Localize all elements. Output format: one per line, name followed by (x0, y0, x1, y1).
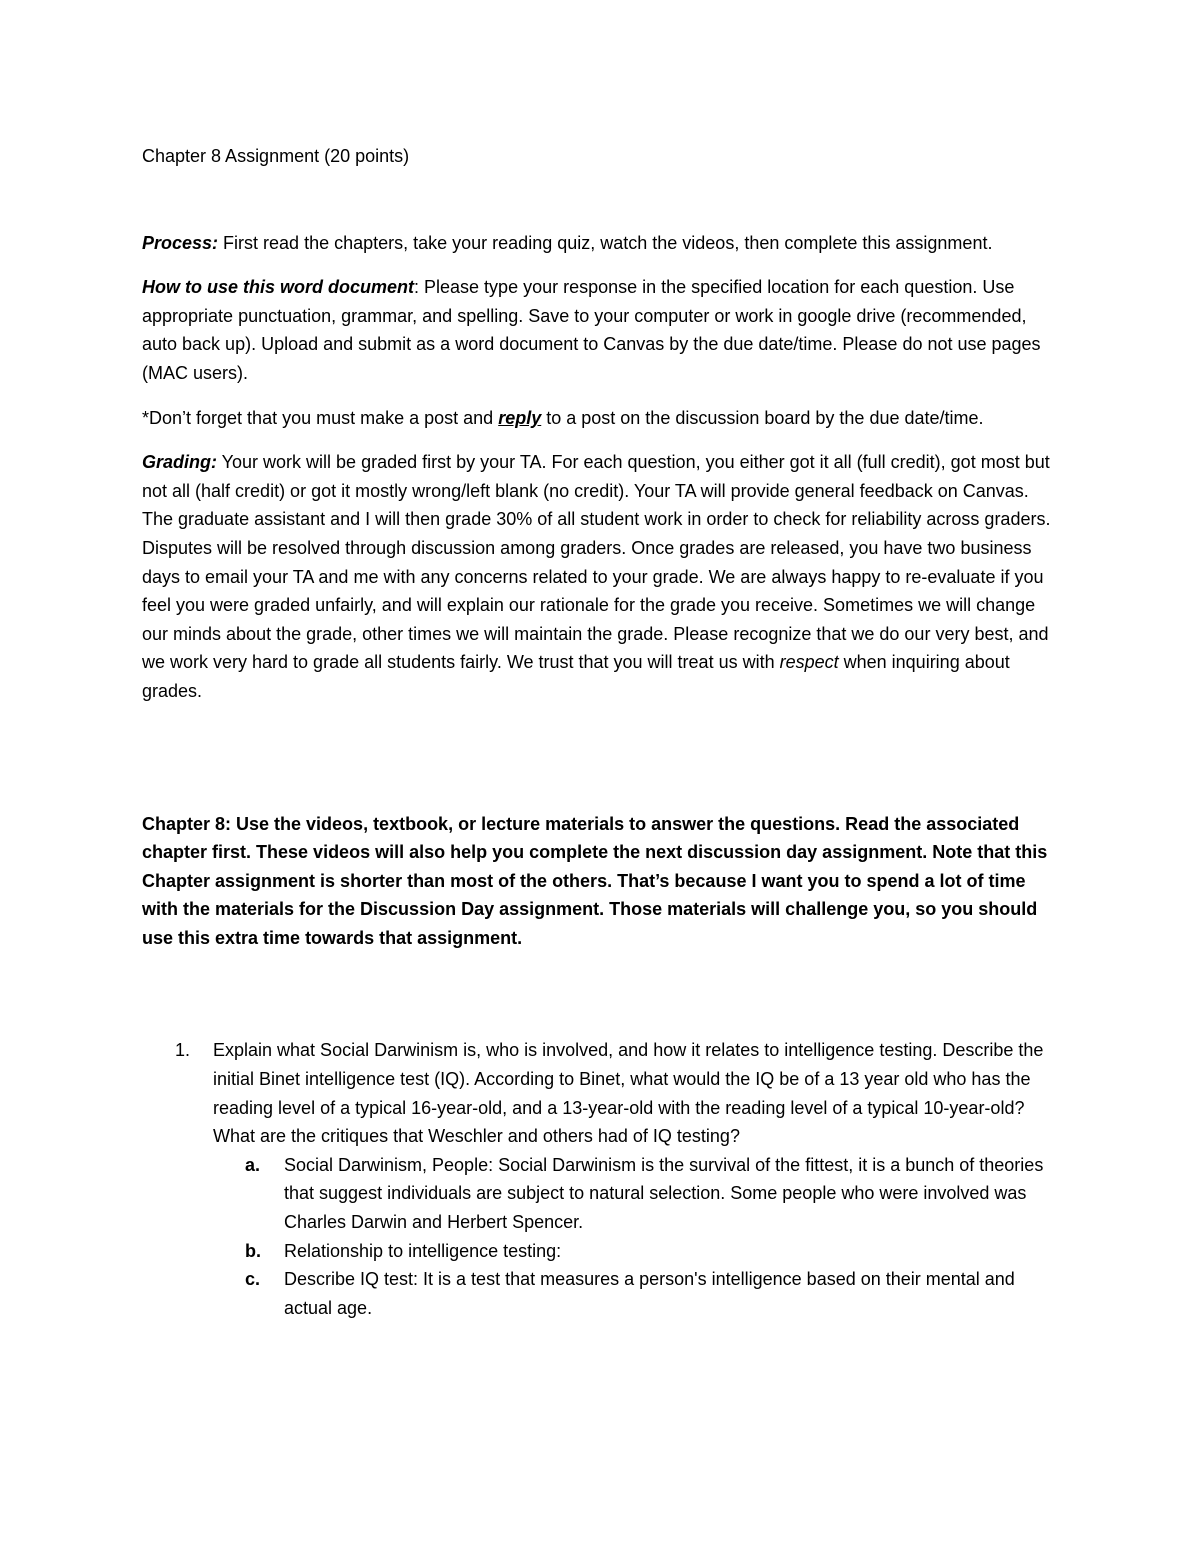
reminder-text-after: to a post on the discussion board by the due date/time. (541, 407, 984, 428)
reminder-reply-emphasis: reply (498, 407, 542, 428)
answer-item (213, 1151, 1062, 1237)
howto-text: : Please type your response in the specified location for each question. Use appropriate punctuation, grammar, and spelling. Save to your computer or work in google drive (recommended, auto back up). Upload and submit as a word document to Canvas by the due date/time. Please do not use pages (MAC users). (142, 277, 1041, 383)
process-text: First read the chapters, take your reading quiz, watch the videos, then complete this assignment. (218, 232, 993, 253)
answer-letter: c. (245, 1269, 261, 1290)
answer-text[interactable]: Relationship to intelligence testing: (284, 1240, 562, 1261)
question-item (142, 1036, 1062, 1322)
howto-paragraph (142, 273, 1062, 387)
document-body (142, 142, 1062, 1322)
answer-item (213, 1265, 1062, 1322)
answer-letter: b. (245, 1240, 261, 1261)
answer-item (213, 1237, 1062, 1266)
grading-paragraph (142, 448, 1062, 705)
question-text: Explain what Social Darwinism is, who is involved, and how it relates to intelligence testing. Describe the initial Binet intelligence test (IQ). According to Binet, what would the IQ be of a 13 year old who has the reading level of a typical 16-year-old, and a 13-year-old with the reading level of a typical 10-year-old? What are the critiques that Weschler and others had of IQ testing? (213, 1040, 1044, 1147)
process-label: Process: (142, 232, 219, 253)
howto-label: How to use this word document (142, 277, 415, 298)
assignment-title: Chapter 8 Assignment (20 points) (142, 146, 410, 166)
process-paragraph (142, 229, 1062, 258)
question-number: 1. (175, 1040, 191, 1061)
answer-list (213, 1151, 1062, 1323)
answer-text[interactable]: Social Darwinism, People: Social Darwinism is the survival of the fittest, it is a bunch of theories that suggest individuals are subject to natural selection. Some people who were involved was Charles Darwin and Herbert Spencer. (284, 1154, 1044, 1233)
answer-text[interactable]: Describe IQ test: It is a test that measures a person's intelligence based on their mental and actual age. (284, 1269, 1015, 1318)
grading-label: Grading: (142, 452, 217, 473)
grading-text: Your work will be graded first by your TA. For each question, you either got it all (full credit), got most but not all (half credit) or got it mostly wrong/left blank (no credit). Your TA will provide general feedback on Canvas. The graduate assistant and I will then grade 30% of all student work in order to check for reliability across graders. Disputes will be resolved through discussion among graders. Once grades are released, you have two business days to email your TA and me with any concerns related to your grade. We are always happy to re-evaluate if you feel you were graded unfairly, and will explain our rationale for the grade you receive. Sometimes we will change our minds about the grade, other times we will maintain the grade. Please recognize that we do our very best, and we work very hard to grade all students fairly. We trust that you will treat us with (142, 452, 1051, 673)
grading-text-after: when inquiring about grades. (142, 652, 1010, 701)
question-list (142, 1036, 1062, 1322)
answer-letter: a. (245, 1154, 261, 1175)
grading-respect-emphasis: respect (779, 652, 839, 673)
reminder-text-before: *Don’t forget that you must make a post and (142, 407, 499, 428)
reminder-paragraph (142, 404, 1062, 433)
chapter-instructions: Chapter 8: Use the videos, textbook, or lecture materials to answer the questions. Read the associated chapter first. These videos will also help you complete the next discussion day assignment. Note that this Chapter assignment is shorter than most of the others. That’s because I want you to spend a lot of time with the materials for the Discussion Day assignment. Those materials will challenge you, so you should use this extra time towards that assignment. (142, 813, 1048, 948)
